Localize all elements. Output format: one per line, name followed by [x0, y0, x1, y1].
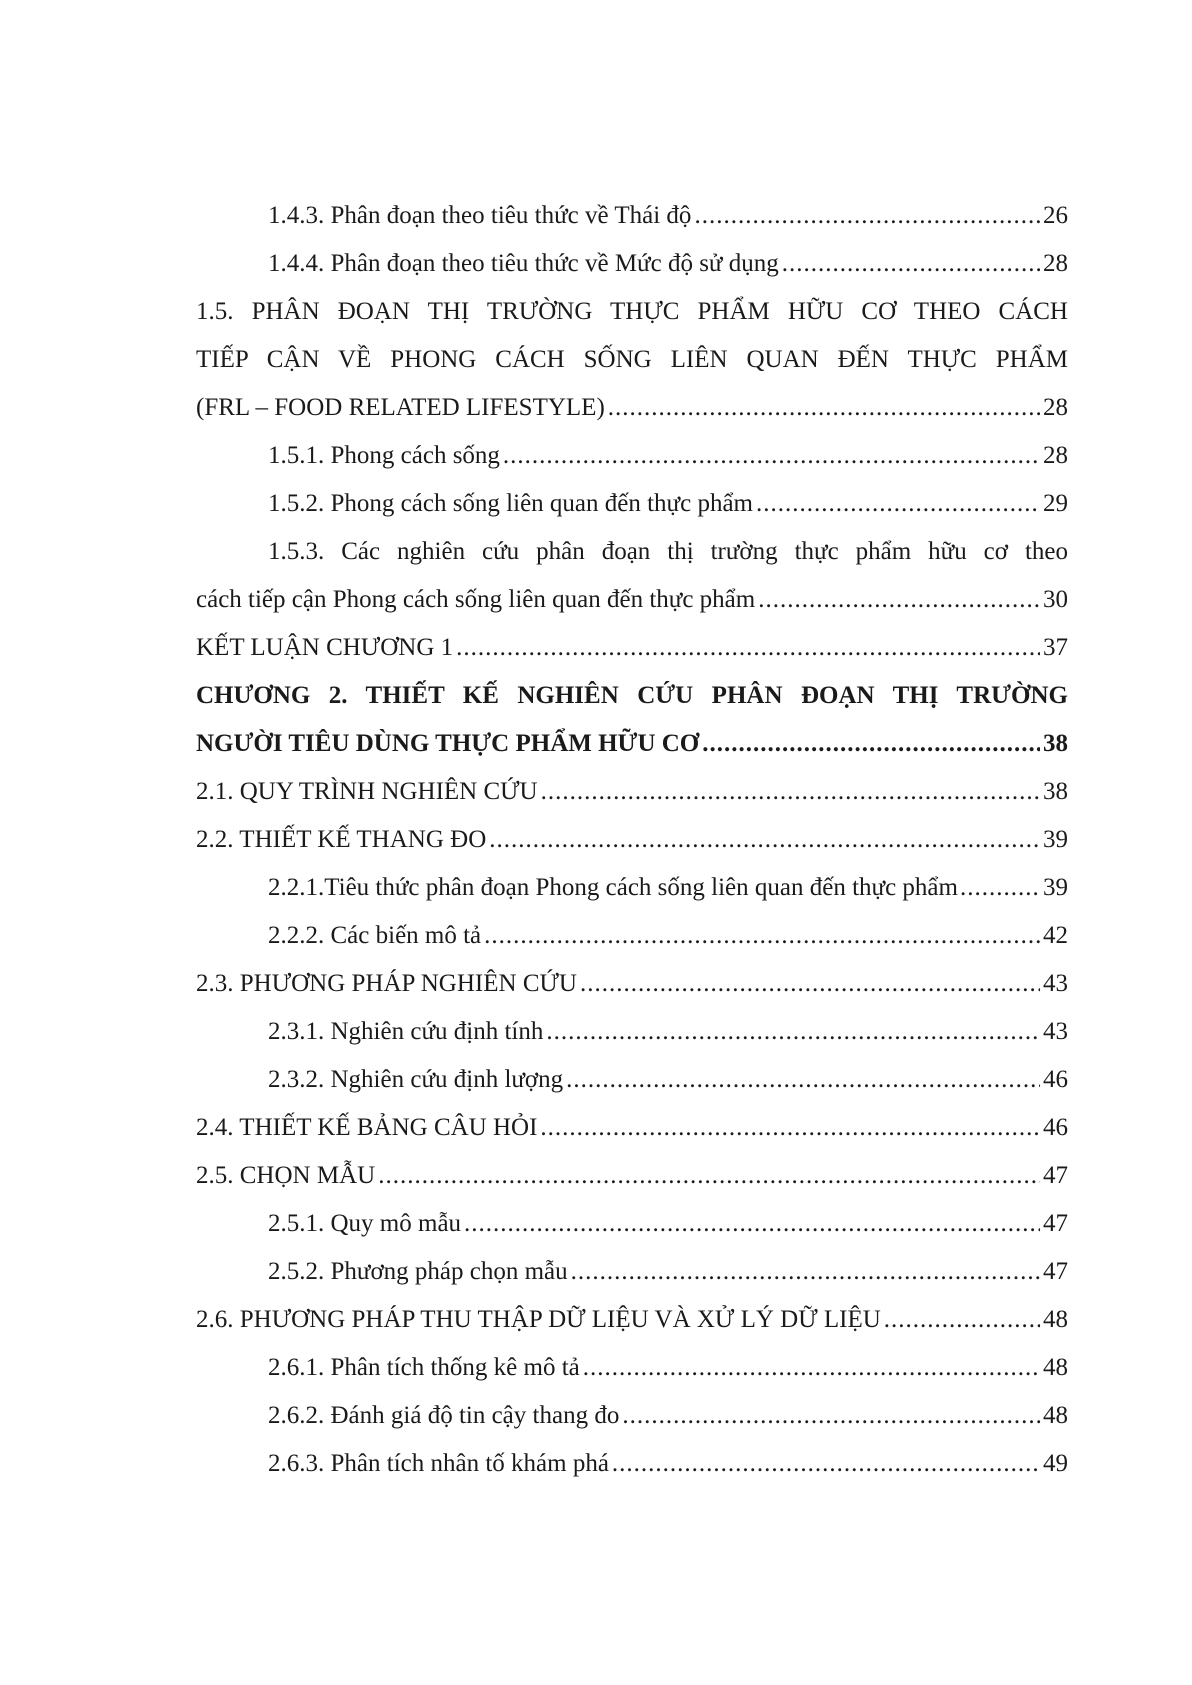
- toc-page-number: 47: [1043, 1258, 1068, 1285]
- toc-page-number: 38: [1043, 778, 1068, 805]
- toc-entry-line: 1.5. PHÂN ĐOẠN THỊ TRƯỜNG THỰC PHẨM HỮU CƠ THEO CÁCH: [196, 298, 1068, 325]
- toc-entry-1-4-3[interactable]: [196, 192, 1068, 240]
- toc-entry-label: 2.3.1. Nghiên cứu định tính: [268, 1018, 544, 1045]
- toc-entry-2-5[interactable]: [196, 1152, 1068, 1200]
- toc-entry-2-6-2[interactable]: [196, 1392, 1068, 1440]
- dot-leader: [456, 624, 1040, 672]
- toc-page-number: 30: [1043, 586, 1068, 613]
- toc-entry-label: 2.6.2. Đánh giá độ tin cậy thang đo: [268, 1402, 620, 1429]
- dot-leader: [608, 384, 1040, 432]
- toc-entry-label: 1.5.1. Phong cách sống: [268, 442, 500, 469]
- dot-leader: [756, 480, 1040, 528]
- toc-entry-label: 1.4.3. Phân đoạn theo tiêu thức về Thái độ: [268, 202, 692, 229]
- toc-entry-2-4[interactable]: [196, 1104, 1068, 1152]
- toc-page-number: 39: [1043, 874, 1068, 901]
- dot-leader: [503, 432, 1040, 480]
- toc-page-number: 39: [1043, 826, 1068, 853]
- toc-entry-2-2-2[interactable]: [196, 912, 1068, 960]
- toc-entry-2-5-2[interactable]: [196, 1248, 1068, 1296]
- dot-leader: [612, 1440, 1040, 1488]
- toc-entry-1-4-4[interactable]: [196, 240, 1068, 288]
- toc-entry-label: 2.3. PHƯƠNG PHÁP NGHIÊN CỨU: [196, 970, 577, 997]
- dot-leader: [622, 1392, 1040, 1440]
- toc-page-number: 46: [1043, 1066, 1068, 1093]
- dot-leader: [546, 1008, 1040, 1056]
- dot-leader: [541, 768, 1040, 816]
- toc-page-number: 48: [1043, 1306, 1068, 1333]
- toc-entry-2-1[interactable]: [196, 768, 1068, 816]
- toc-page-number: 28: [1043, 250, 1068, 277]
- toc-entry-2-2-1[interactable]: [196, 864, 1068, 912]
- toc-entry-2-3[interactable]: [196, 960, 1068, 1008]
- toc-page-number: 29: [1043, 490, 1068, 517]
- toc-entry-label: 2.5. CHỌN MẪU: [196, 1162, 376, 1189]
- toc-entry-label: NGƯỜI TIÊU DÙNG THỰC PHẨM HỮU CƠ: [196, 730, 700, 757]
- toc-entry-label: 2.5.1. Quy mô mẫu: [268, 1210, 462, 1237]
- toc-page-number: 26: [1043, 202, 1068, 229]
- toc-entry-label: 1.4.4. Phân đoạn theo tiêu thức về Mức độ sử dụng: [268, 250, 779, 277]
- toc-entry-label: 1.5.2. Phong cách sống liên quan đến thực phẩm: [268, 490, 753, 517]
- dot-leader: [566, 1056, 1040, 1104]
- dot-leader: [960, 864, 1041, 912]
- toc-page-number: 43: [1043, 1018, 1068, 1045]
- toc-page-number: 47: [1043, 1162, 1068, 1189]
- toc-entry-2-6-3[interactable]: [196, 1440, 1068, 1488]
- toc-entry-label: 2.5.2. Phương pháp chọn mẫu: [268, 1258, 568, 1285]
- toc-entry-2-2[interactable]: [196, 816, 1068, 864]
- toc-page-number: 48: [1043, 1354, 1068, 1381]
- toc-entry-label: 2.6. PHƯƠNG PHÁP THU THẬP DỮ LIỆU VÀ XỬ LÝ DỮ LIỆU: [196, 1306, 881, 1333]
- toc-page-number: 48: [1043, 1402, 1068, 1429]
- toc-entry-label: 2.3.2. Nghiên cứu định lượng: [268, 1066, 564, 1093]
- dot-leader: [758, 576, 1040, 624]
- toc-entry-1-5-3[interactable]: [196, 528, 1068, 624]
- toc-entry-line: CHƯƠNG 2. THIẾT KẾ NGHIÊN CỨU PHÂN ĐOẠN THỊ TRƯỜNG: [196, 682, 1068, 709]
- toc-entry-line: TIẾP CẬN VỀ PHONG CÁCH SỐNG LIÊN QUAN ĐẾN THỰC PHẨM: [196, 346, 1068, 373]
- toc-entry-2-3-1[interactable]: [196, 1008, 1068, 1056]
- toc-page-number: 46: [1043, 1114, 1068, 1141]
- dot-leader: [464, 1200, 1040, 1248]
- toc-entry-label: 2.2.2. Các biến mô tả: [268, 922, 482, 949]
- toc-entry-label: (FRL – FOOD RELATED LIFESTYLE): [196, 394, 605, 421]
- toc-entry-label: 2.2. THIẾT KẾ THANG ĐO: [196, 826, 487, 853]
- toc-page-number: 47: [1043, 1210, 1068, 1237]
- toc-page-number: 28: [1043, 394, 1068, 421]
- toc-page-number: 38: [1043, 730, 1068, 757]
- toc-page-number: 42: [1043, 922, 1068, 949]
- toc-entry-label: 2.1. QUY TRÌNH NGHIÊN CỨU: [196, 778, 538, 805]
- toc-page-number: 28: [1043, 442, 1068, 469]
- toc-page-number: 49: [1043, 1450, 1068, 1477]
- toc-page-number: 37: [1043, 634, 1068, 661]
- dot-leader: [484, 912, 1040, 960]
- dot-leader: [702, 720, 1040, 768]
- dot-leader: [580, 960, 1040, 1008]
- toc-entry-label: 2.2.1.Tiêu thức phân đoạn Phong cách sống liên quan đến thực phẩm: [268, 874, 958, 901]
- toc-entry-2-6-1[interactable]: [196, 1344, 1068, 1392]
- dot-leader: [782, 240, 1040, 288]
- dot-leader: [694, 192, 1040, 240]
- dot-leader: [571, 1248, 1040, 1296]
- toc-entry-1-5-1[interactable]: [196, 432, 1068, 480]
- toc-entry-2-3-2[interactable]: [196, 1056, 1068, 1104]
- toc-entry-label: cách tiếp cận Phong cách sống liên quan đến thực phẩm: [196, 586, 756, 613]
- toc-entry-label: 2.6.1. Phân tích thống kê mô tả: [268, 1354, 580, 1381]
- toc-entry-2-6[interactable]: [196, 1296, 1068, 1344]
- dot-leader: [884, 1296, 1040, 1344]
- dot-leader: [583, 1344, 1040, 1392]
- toc-page-number: 43: [1043, 970, 1068, 997]
- dot-leader: [540, 1104, 1040, 1152]
- toc-entry-line: 1.5.3. Các nghiên cứu phân đoạn thị trường thực phẩm hữu cơ theo: [268, 538, 1068, 565]
- toc-entry-label: 2.6.3. Phân tích nhân tố khám phá: [268, 1450, 609, 1477]
- toc-entry-label: KẾT LUẬN CHƯƠNG 1: [196, 634, 454, 661]
- toc-entry-2-5-1[interactable]: [196, 1200, 1068, 1248]
- dot-leader: [378, 1152, 1040, 1200]
- toc-entry-ket-luan-chuong-1[interactable]: [196, 624, 1068, 672]
- table-of-contents: [196, 192, 1068, 1488]
- toc-entry-1-5-2[interactable]: [196, 480, 1068, 528]
- dot-leader: [489, 816, 1040, 864]
- toc-entry-label: 2.4. THIẾT KẾ BẢNG CÂU HỎI: [196, 1114, 538, 1141]
- toc-entry-chuong-2[interactable]: [196, 672, 1068, 768]
- toc-entry-1-5[interactable]: [196, 288, 1068, 432]
